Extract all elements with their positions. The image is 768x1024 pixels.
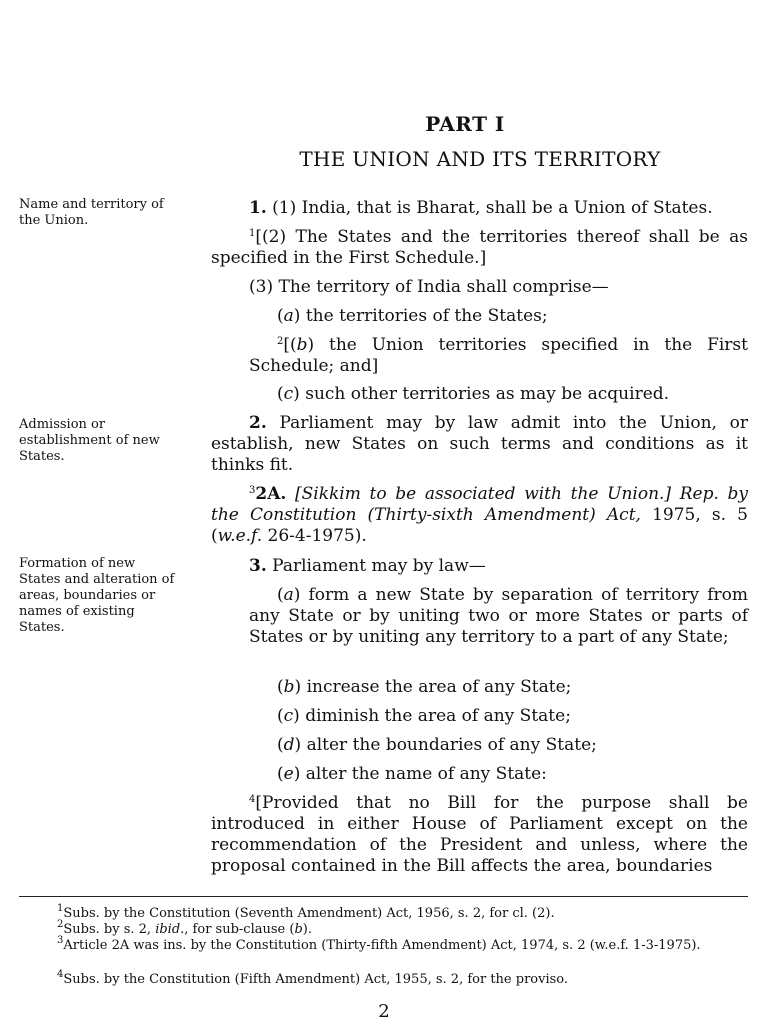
subclause-label: d bbox=[283, 735, 295, 755]
footnote-2 bbox=[19, 919, 748, 938]
article-1-clause-3 bbox=[211, 277, 748, 298]
article-number: 2. bbox=[249, 413, 267, 433]
article-text: 1975, s. 5 ( bbox=[211, 505, 748, 546]
footnote-marker: 2 bbox=[57, 919, 64, 930]
footnote-text: ). bbox=[302, 922, 312, 937]
part-title: THE UNION AND ITS TERRITORY bbox=[299, 147, 661, 171]
subclause-label: b bbox=[283, 677, 295, 697]
article-3-intro bbox=[211, 556, 748, 577]
article-number: 1. bbox=[249, 198, 267, 218]
article-1-subclause-c: (c) such other territories as may be acquired. bbox=[277, 384, 670, 404]
article-text: Parliament may by law admit into the Union, or establish, new States on such terms and conditions as it thinks fit. bbox=[211, 413, 749, 475]
article-number: 3. bbox=[249, 556, 267, 576]
article-3-subclause-a: (a) form a new State by separation of territory from any State or by uniting two or more States or parts of States or by uniting any territory to a part of any State; bbox=[249, 585, 748, 647]
footnote-divider bbox=[19, 896, 748, 897]
article-text: Parliament may by law— bbox=[272, 556, 486, 576]
footnote-marker: 4 bbox=[57, 969, 64, 980]
subclause-text: such other territories as may be acquired. bbox=[305, 384, 670, 404]
footnote-text: Article 2A was ins. by the Constitution (Thirty-fifth Amendment) Act, 1974, s. 2 (w.e.f. 1-3-1975). bbox=[63, 938, 701, 953]
article-2a bbox=[211, 484, 748, 547]
footnote-text: Subs. by the Constitution (Seventh Amendment) Act, 1956, s. 2, for cl. (2). bbox=[63, 906, 555, 921]
footnote-text-italic: ibid bbox=[155, 922, 181, 937]
subclause-label: a bbox=[283, 306, 294, 326]
clause-text: [(2) The States and the territories thereof shall be as specified in the First Schedule.] bbox=[211, 227, 748, 268]
article-text-italic: w.e.f. bbox=[217, 526, 263, 546]
page-number: 2 bbox=[378, 1001, 390, 1022]
part-heading: PART I bbox=[425, 112, 505, 136]
article-3-subclause-c: (c) diminish the area of any State; bbox=[277, 706, 571, 726]
footnote-ref: 4 bbox=[249, 794, 256, 805]
subclause-text: the territories of the States; bbox=[305, 306, 548, 326]
footnote-ref: 1 bbox=[249, 228, 256, 239]
subclause-label: a bbox=[283, 585, 294, 605]
footnote-4 bbox=[19, 969, 748, 988]
subclause-label: e bbox=[283, 764, 294, 784]
footnote-3 bbox=[19, 935, 748, 954]
article-2 bbox=[211, 413, 748, 476]
clause-text: (1) India, that is Bharat, shall be a Union of States. bbox=[272, 198, 713, 218]
clause-text: (3) The territory of India shall comprise— bbox=[249, 277, 609, 297]
footnote-marker: 3 bbox=[57, 935, 64, 946]
article-3-subclause-b: (b) increase the area of any State; bbox=[277, 677, 572, 697]
article-number: 2A. bbox=[255, 484, 287, 504]
article-3-subclause-e: (e) alter the name of any State: bbox=[277, 764, 547, 784]
footnote-text: Subs. by s. 2, bbox=[63, 922, 156, 937]
subclause-text: alter the name of any State: bbox=[305, 764, 547, 784]
proviso-text: [Provided that no Bill for the purpose shall be introduced in either House of Parliament except on the recommendation of the President and unless, where the proposal contained in the Bill affects the area, boundaries bbox=[211, 793, 748, 876]
subclause-text: increase the area of any State; bbox=[306, 677, 572, 697]
footnote-text-italic: b bbox=[294, 922, 303, 937]
subclause-label: b bbox=[296, 335, 308, 355]
footnote-text: ., for sub-clause ( bbox=[180, 922, 295, 937]
article-1-clause-1 bbox=[211, 198, 748, 219]
article-text: 26-4-1975). bbox=[262, 526, 367, 546]
footnote-ref: 2 bbox=[277, 336, 284, 347]
article-1-clause-2 bbox=[211, 227, 748, 269]
subclause-text: diminish the area of any State; bbox=[305, 706, 571, 726]
marginal-note-art3: Formation of new States and alteration of areas, boundaries or names of existing States. bbox=[19, 556, 175, 635]
article-text-italic: [Sikkim to be associated with the Union.] Rep. by the Constitution (Thirty-sixth Amendment) Act, bbox=[211, 484, 749, 525]
subclause-text: alter the boundaries of any State; bbox=[306, 735, 597, 755]
footnote-marker: 1 bbox=[57, 903, 64, 914]
article-3-proviso bbox=[211, 793, 748, 877]
article-1-subclause-a: (a) the territories of the States; bbox=[277, 306, 548, 326]
marginal-note-art2: Admission or establishment of new States. bbox=[19, 417, 160, 464]
article-1-subclause-b: $^2$[(b) the Union territories specified in the First Schedule; and] bbox=[249, 335, 748, 376]
footnote-text: Subs. by the Constitution (Fifth Amendment) Act, 1955, s. 2, for the proviso. bbox=[63, 972, 569, 987]
article-3-subclause-d: (d) alter the boundaries of any State; bbox=[277, 735, 597, 755]
footnote-ref: 3 bbox=[249, 485, 256, 496]
subclause-text: the Union territories specified in the First Schedule; and] bbox=[249, 335, 748, 376]
subclause-text: form a new State by separation of territory from any State or by uniting two or more States or parts of States or by uniting any territory to a part of any State; bbox=[249, 585, 748, 647]
subclause-label: c bbox=[283, 384, 294, 404]
marginal-note-art1: Name and territory of the Union. bbox=[19, 197, 164, 228]
subclause-label: c bbox=[283, 706, 294, 726]
footnote-1 bbox=[19, 903, 748, 922]
